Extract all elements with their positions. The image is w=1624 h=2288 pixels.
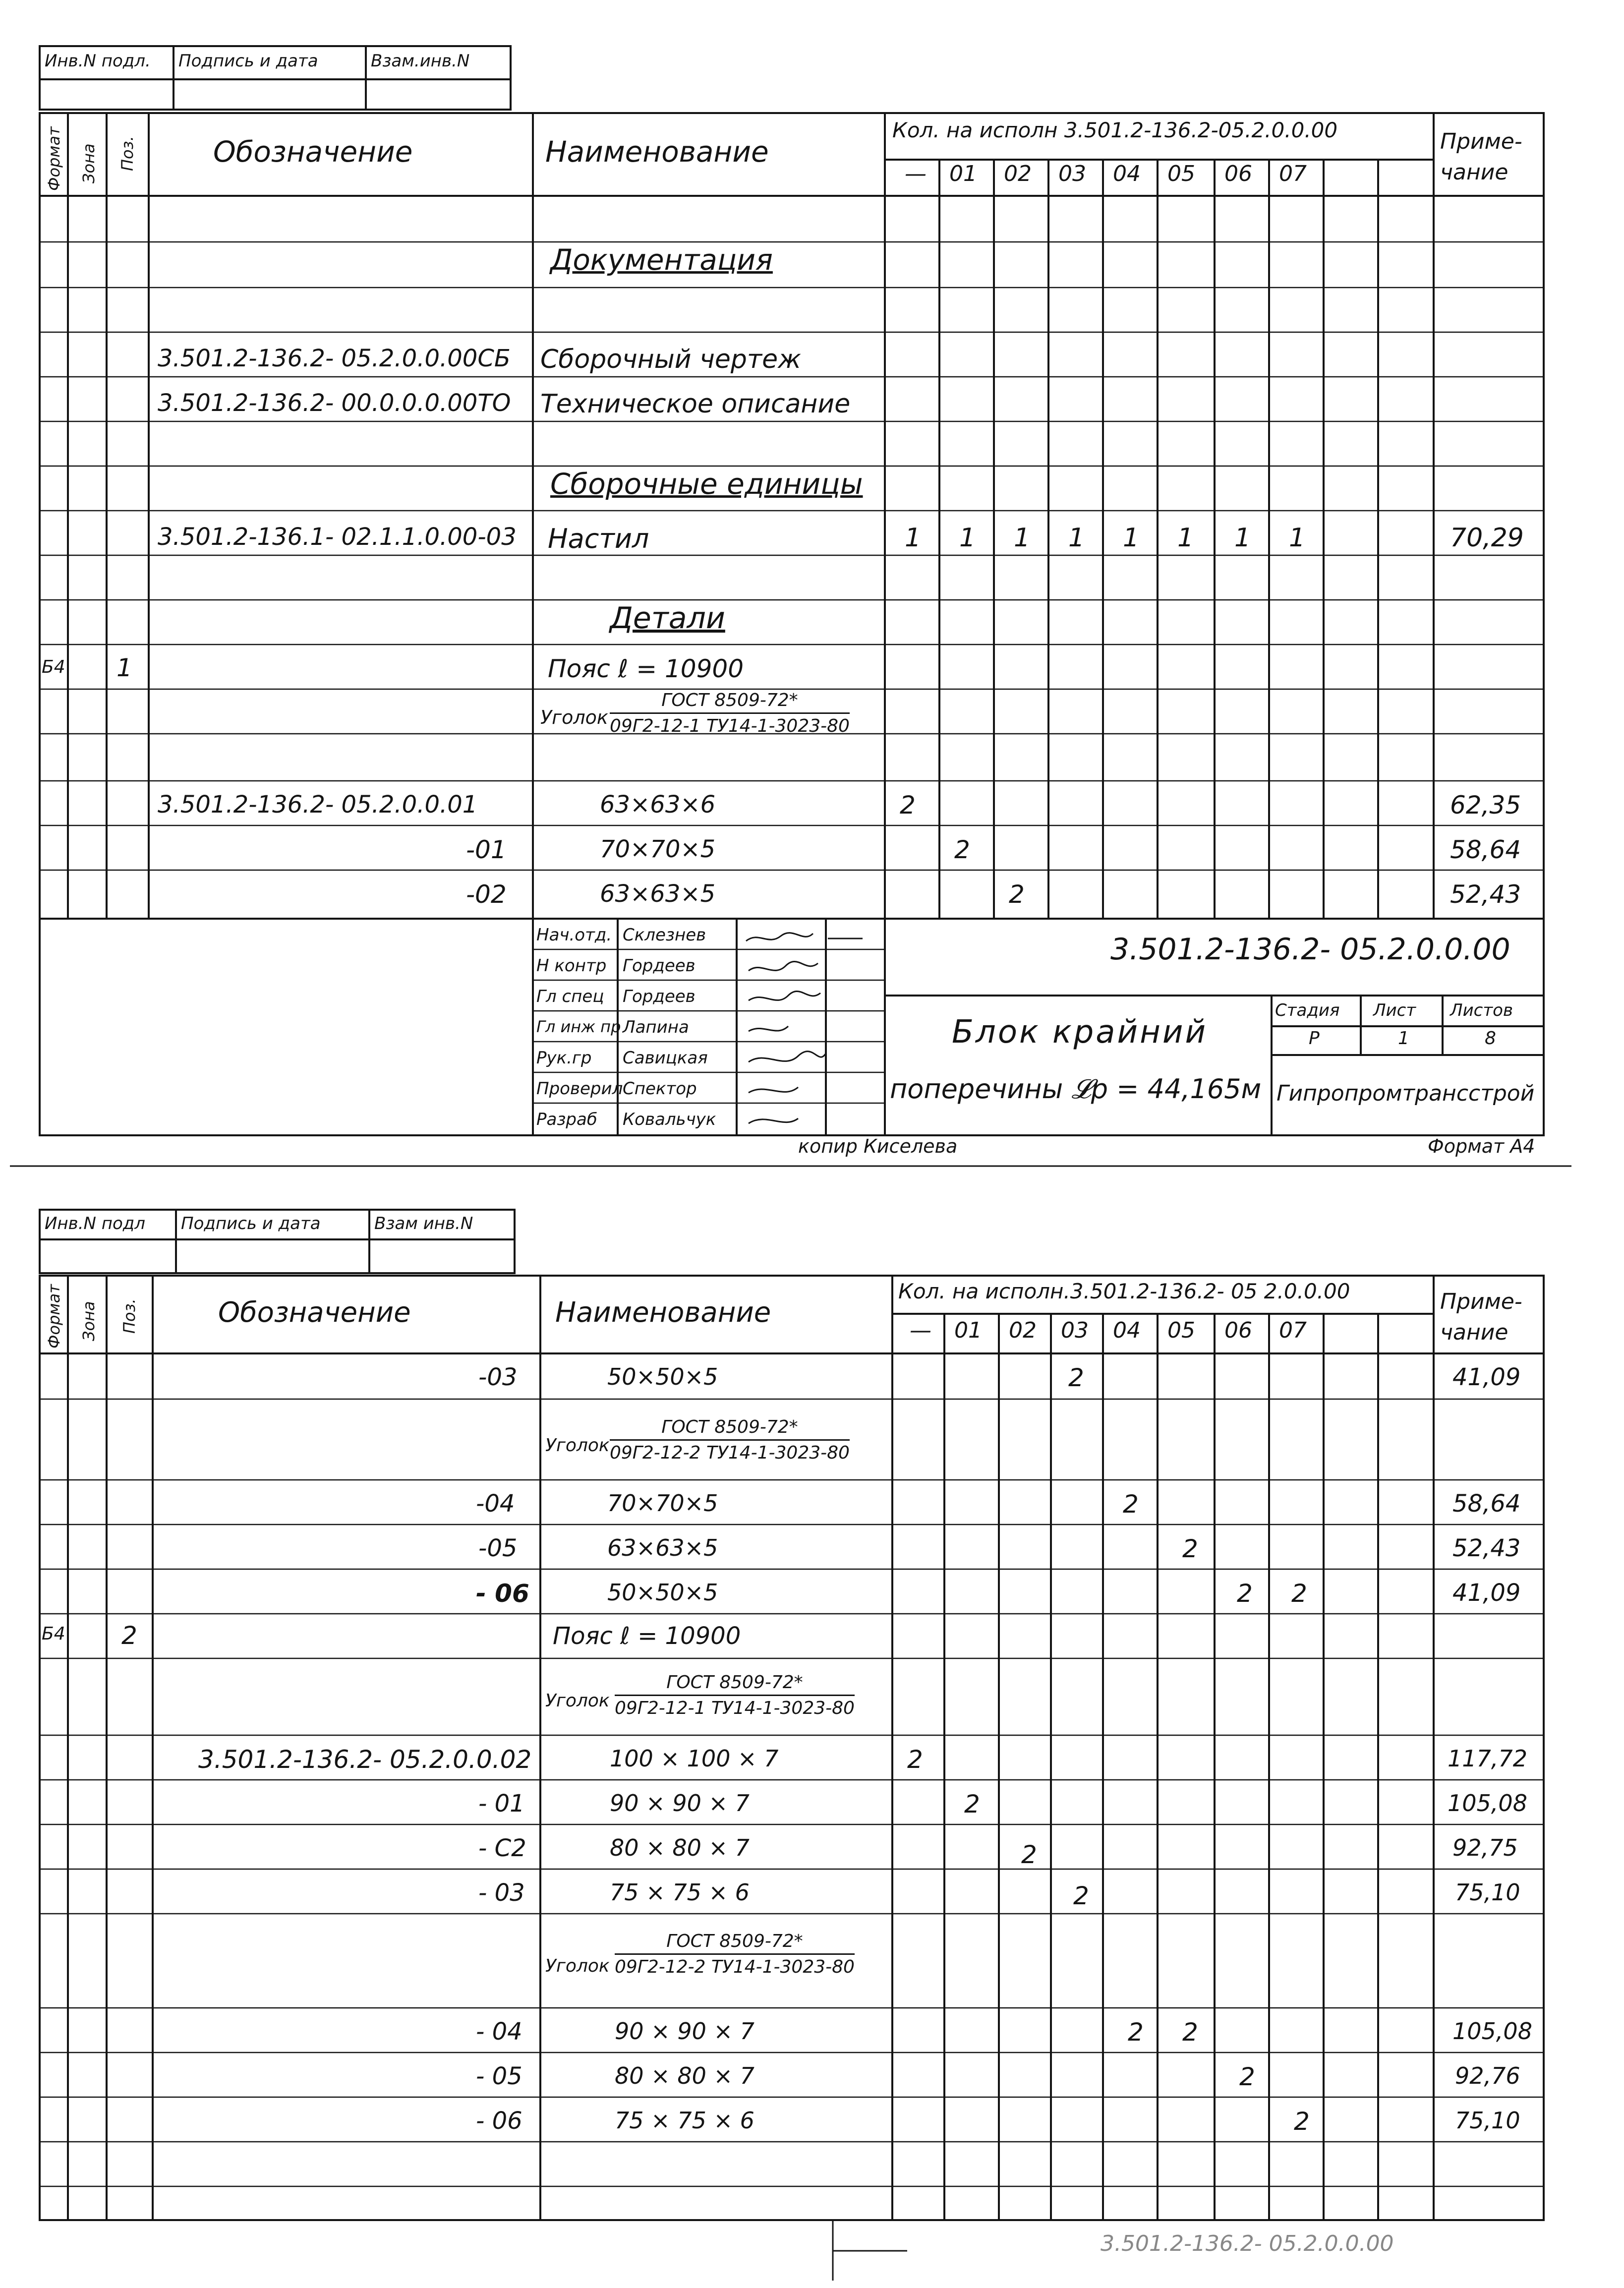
part-code: - 05 [476,2062,522,2090]
header-name: Наименование [555,1296,771,1329]
gost-fraction [610,690,850,736]
part-code: 3.501.2-136.2- 05.2.0.0.02 [198,1745,532,1774]
tb-stage-label: Стадия [1275,1000,1340,1020]
header-designation: Обозначение [213,135,413,169]
gost-standard: ГОСТ 8509-72* [615,1931,855,1955]
gost-steel: 09Г2-12-1 ТУ14-1-3023-80 [615,1698,855,1718]
col-header: 06 [1224,1318,1252,1343]
part-size: 50×50×5 [607,1363,718,1390]
tb-sheet: 1 [1398,1028,1409,1049]
part-note: 75,10 [1455,2107,1520,2134]
tb-sheet-label: Лист [1373,1000,1416,1020]
gost-fraction [615,1931,855,1977]
tb-sheets: 8 [1485,1028,1496,1049]
part-qty: 2 [964,1790,980,1819]
part-code: - 03 [478,1879,525,1907]
part-code: - С2 [478,1834,526,1862]
part-qty: 2 [1182,1534,1198,1563]
col-header: 06 [1224,161,1252,186]
part-qty: 2 [1294,2107,1310,2136]
header-format: Формат [45,1284,63,1349]
gost-fraction [610,1417,850,1463]
header-format: Формат [45,126,63,191]
section-documentation: Документация [550,243,773,277]
part-note: 41,09 [1452,1363,1521,1391]
part-note: 41,09 [1452,1579,1521,1607]
tb-person: Ковальчук [623,1110,716,1129]
header-name: Наименование [545,135,769,169]
part-note: 52,43 [1452,1534,1521,1562]
section-details: Детали [610,601,725,636]
gost-fraction [615,1672,855,1718]
tb-title-line2: поперечины 𝓛р = 44,165м [890,1073,1262,1105]
nastil-name: Настил [548,523,649,554]
part-code: - 06 [476,2107,522,2135]
part-code: -04 [476,1490,515,1518]
part-size: 70×70×5 [607,1490,718,1517]
nastil-qty: 1 [959,523,976,553]
gost-steel: 09Г2-12-2 ТУ14-1-3023-80 [610,1443,850,1463]
col-header: 05 [1167,1318,1195,1343]
part-qty: 2 [1291,1579,1307,1608]
part-code: - 04 [476,2018,522,2046]
part-qty: 2 [1068,1363,1084,1392]
nastil-qty: 1 [1289,523,1306,553]
belt-format: Б4 [42,1624,65,1644]
belt-pos: 2 [121,1621,137,1650]
col-header: 07 [1279,161,1307,186]
tb-stage: Р [1309,1028,1320,1049]
tb-organization: Гипропромтрансстрой [1276,1081,1535,1106]
nastil-note: 70,29 [1450,523,1524,553]
tb-person: Гордеев [623,956,696,976]
nastil-qty: 1 [1014,523,1031,553]
section-assembly-units: Сборочные единицы [550,467,863,501]
part-note: 58,64 [1450,835,1521,864]
tb-sheets-label: Листов [1450,1000,1513,1020]
tb-doc-number: 3.501.2-136.2- 05.2.0.0.00 [1110,932,1510,967]
part-code: 3.501.2-136.2- 05.2.0.0.01 [158,791,478,819]
stamp-sign-label: Подпись и дата [178,51,318,71]
gost-standard: ГОСТ 8509-72* [615,1672,855,1696]
part-qty: 2 [954,835,970,864]
part-note: 117,72 [1448,1745,1527,1772]
nastil-qty: 1 [905,523,922,553]
tb-title-line1: Блок крайний [952,1014,1208,1051]
gost-steel: 09Г2-12-2 ТУ14-1-3023-80 [615,1957,855,1977]
part-size: 100 × 100 × 7 [610,1745,779,1772]
ugolok-label: Уголок [545,1691,610,1711]
part-qty: 2 [907,1745,923,1774]
part-size: 75 × 75 × 6 [610,1879,750,1906]
part-qty: 2 [1128,2018,1144,2047]
part-note: 105,08 [1452,2018,1532,2045]
header-qty: Кол. на исполн.3.501.2-136.2- 05 2.0.0.00 [898,1279,1350,1303]
nastil-qty: 1 [1177,523,1194,553]
tb-role: Рук.гр [536,1048,592,1068]
part-size: 80 × 80 × 7 [615,2062,754,2089]
part-size: 63×63×5 [607,1534,718,1561]
tb-role: Проверил [536,1079,623,1099]
part-size: 50×50×5 [607,1579,718,1606]
part-qty: 2 [1021,1840,1037,1869]
header-zone: Зона [79,1301,98,1341]
doc-code: 3.501.2-136.2- 05.2.0.0.00СБ [158,345,511,372]
header-zone: Зона [79,143,98,183]
ugolok-label: Уголок [540,706,608,728]
part-size: 70×70×5 [600,835,716,863]
doc-name: Техническое описание [540,389,851,419]
col-header: 03 [1061,1318,1089,1343]
tb-role: Гл спец [536,987,604,1006]
tb-role: Нач.отд. [536,925,612,945]
ugolok-label: Уголок [545,1435,610,1456]
copied-by: копир Киселева [798,1135,958,1157]
ugolok-label: Уголок [545,1956,610,1976]
tb-role: Гл инж пр [536,1017,621,1036]
part-size: 90 × 90 × 7 [615,2018,754,2045]
gost-standard: ГОСТ 8509-72* [610,690,850,714]
col-header: 02 [1004,161,1032,186]
tb-person: Склезнев [623,925,706,945]
header-note: Приме-чание [1440,129,1522,185]
part-code: -01 [466,835,507,864]
col-header: 02 [1009,1318,1037,1343]
header-designation: Обозначение [218,1296,411,1329]
tb-person: Лапина [623,1017,689,1037]
nastil-qty: 1 [1123,523,1140,553]
header-pos: Поз. [118,136,137,171]
belt-pos: 1 [116,653,132,682]
col-header: 04 [1113,1318,1141,1343]
nastil-qty: 1 [1234,523,1251,553]
tb-person: Гордеев [623,987,696,1006]
part-code: -05 [478,1534,518,1562]
signature-marks [739,921,872,1133]
part-size: 90 × 90 × 7 [610,1790,750,1817]
format-a4: Формат А4 [1428,1135,1535,1157]
doc-name: Сборочный чертеж [540,345,801,374]
part-qty: 2 [900,791,916,820]
stamp-vzam-label: Взам инв.N [374,1214,473,1233]
part-code: -03 [478,1363,518,1391]
part-qty: 2 [1182,2018,1198,2047]
part-note: 52,43 [1450,880,1521,909]
part-note: 92,76 [1455,2062,1520,2089]
tb-person: Спектор [623,1079,697,1099]
part-size: 80 × 80 × 7 [610,1834,750,1861]
part-note: 62,35 [1450,791,1521,820]
part-qty: 2 [1009,880,1025,909]
header-pos: Поз. [120,1298,139,1334]
header-note: Приме-чание [1440,1289,1522,1345]
gost-standard: ГОСТ 8509-72* [610,1417,850,1441]
col-header: 01 [949,161,977,186]
nastil-code: 3.501.2-136.1- 02.1.1.0.00-03 [158,523,517,551]
stamp-inv-label: Инв.N подл. [45,51,151,71]
part-qty: 2 [1123,1490,1139,1519]
stamp-inv-label: Инв.N подл [45,1214,146,1233]
col-header: 01 [954,1318,982,1343]
stamp-vzam-label: Взам.инв.N [371,51,470,71]
part-size: 63×63×6 [600,791,716,819]
nastil-qty: 1 [1068,523,1085,553]
part-note: 105,08 [1448,1790,1527,1817]
footer-doc-number: 3.501.2-136.2- 05.2.0.0.00 [1101,2231,1394,2256]
belt-name: Пояс ℓ = 10900 [553,1622,741,1650]
part-code: - 06 [476,1579,529,1608]
col-header: — [910,1318,931,1343]
part-code: - 01 [478,1790,525,1818]
tb-role: Разраб [536,1110,597,1129]
tb-person: Савицкая [623,1048,708,1068]
part-qty: 2 [1073,1881,1089,1910]
col-header: 03 [1058,161,1086,186]
doc-code: 3.501.2-136.2- 00.0.0.0.00ТО [158,389,511,417]
part-note: 58,64 [1452,1490,1521,1518]
tb-role: Н контр [536,956,607,976]
col-header: 05 [1167,161,1195,186]
part-qty: 2 [1237,1579,1253,1608]
part-code: -02 [466,880,507,909]
stamp-sign-label: Подпись и дата [181,1214,321,1233]
part-size: 75 × 75 × 6 [615,2107,754,2134]
col-header: 07 [1279,1318,1307,1343]
col-header: — [905,161,927,186]
part-qty: 2 [1239,2062,1255,2091]
col-header: 04 [1113,161,1141,186]
belt-name: Пояс ℓ = 10900 [548,654,744,683]
part-size: 63×63×5 [600,880,716,908]
belt-format: Б4 [42,657,65,677]
gost-steel: 09Г2-12-1 ТУ14-1-3023-80 [610,716,850,736]
part-note: 92,75 [1452,1834,1518,1861]
part-note: 75,10 [1455,1879,1520,1906]
header-qty: Кол. на исполн 3.501.2-136.2-05.2.0.0.00 [892,118,1338,142]
